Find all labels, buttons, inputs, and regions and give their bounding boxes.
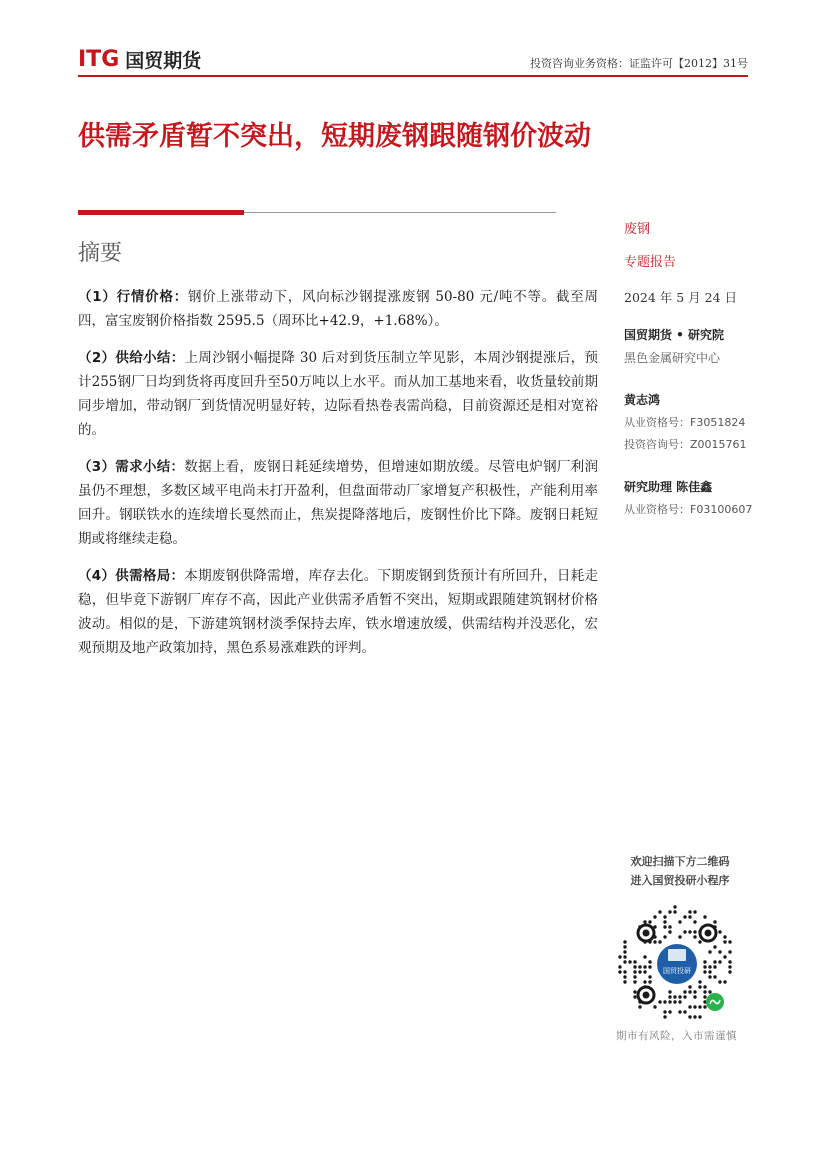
qr-dot xyxy=(668,925,671,928)
qr-dot xyxy=(728,965,731,968)
paragraph-label: （1）行情价格： xyxy=(78,289,188,305)
qr-dot xyxy=(688,910,691,913)
qr-dot xyxy=(668,930,671,933)
qr-dot xyxy=(663,920,666,923)
qr-dot xyxy=(623,980,626,983)
qr-dot xyxy=(653,1005,656,1008)
qr-dot xyxy=(663,1010,666,1013)
logo-company-name: 国贸期货 xyxy=(125,50,202,72)
qr-dot xyxy=(683,930,686,933)
qr-dot xyxy=(628,960,631,963)
qr-dot xyxy=(668,995,671,998)
qr-dot xyxy=(648,975,651,978)
paragraph-label: （3）需求小结： xyxy=(78,459,185,475)
report-sidebar xyxy=(624,222,774,517)
qr-dot xyxy=(663,1015,666,1018)
paragraph-price xyxy=(78,285,598,333)
qr-finder-core xyxy=(643,930,650,937)
qr-dot xyxy=(648,920,651,923)
research-department: 黑色金属研究中心 xyxy=(624,351,721,365)
qr-dot xyxy=(708,970,711,973)
qr-dot xyxy=(618,965,621,968)
chart-icon xyxy=(668,949,686,961)
qr-dot xyxy=(693,935,696,938)
header-divider xyxy=(78,75,748,77)
qr-dot xyxy=(703,1005,706,1008)
qr-dot xyxy=(638,965,641,968)
qr-dot xyxy=(663,935,666,938)
qr-dot xyxy=(713,965,716,968)
paragraph-text: 上周沙钢小幅提降 30 后对到货压制立竿见影，本周沙钢提涨后，预计255钢厂日均到货将再度回升至50万吨以上水平。而从加工基地来看，收货量较前期同步增加，带动钢厂到货情况明显好转，边际看热卷表需尚稳，目前资源还是相对宽裕的。 xyxy=(78,350,598,438)
qr-dot xyxy=(688,915,691,918)
paragraph-balance xyxy=(78,564,598,660)
qr-dot xyxy=(633,960,636,963)
qr-dot xyxy=(698,1005,701,1008)
qr-dot xyxy=(718,950,721,953)
abstract-heading: 摘要 xyxy=(78,241,123,266)
title-divider-line xyxy=(244,212,556,213)
analyst-qualification: 从业资格号：F3051824 xyxy=(624,416,746,429)
qr-dot xyxy=(653,940,656,943)
qr-dot xyxy=(698,1015,701,1018)
qr-dot xyxy=(653,915,656,918)
qr-dot xyxy=(623,970,626,973)
analyst-consult-number: 投资咨询号：Z0015761 xyxy=(624,438,747,451)
company-logo xyxy=(78,46,201,73)
qr-dot xyxy=(638,1005,641,1008)
qr-dot xyxy=(673,995,676,998)
report-category: 废钢 xyxy=(624,222,651,237)
qr-dot xyxy=(693,1005,696,1008)
qr-dot xyxy=(683,995,686,998)
title-divider-accent xyxy=(78,210,244,215)
qr-dot xyxy=(623,950,626,953)
qr-dot xyxy=(623,960,626,963)
qr-dot xyxy=(648,960,651,963)
qr-dot xyxy=(728,950,731,953)
qr-dot xyxy=(728,960,731,963)
analyst-name: 黄志鸿 xyxy=(624,393,661,407)
qr-dot xyxy=(623,940,626,943)
paragraph-supply xyxy=(78,346,598,442)
paragraph-text: 本期废钢供降需增，库存去化。下期废钢到货预计有所回升，日耗走稳，但毕竟下游钢厂库存不高，因此产业供需矛盾暂不突出，短期或跟随建筑钢材价格波动。相似的是，下游建筑钢材淡季保持去库，铁水增速放缓，供需结构并没恶化，宏观预期及地产政策加持，黑色系易涨难跌的评判。 xyxy=(78,568,598,656)
qr-dot xyxy=(618,955,621,958)
qr-dot xyxy=(688,985,691,988)
qr-dot xyxy=(693,910,696,913)
qr-dot xyxy=(718,980,721,983)
qr-dot xyxy=(713,960,716,963)
qr-dot xyxy=(673,910,676,913)
qr-dot xyxy=(623,975,626,978)
qr-dot xyxy=(633,975,636,978)
qr-caption-line2: 进入国贸投研小程序 xyxy=(630,874,730,887)
qr-finder-core xyxy=(705,930,712,937)
qr-dot xyxy=(678,1010,681,1013)
qr-dot xyxy=(693,920,696,923)
qr-dot xyxy=(623,955,626,958)
qr-caption xyxy=(612,852,748,890)
qr-dot xyxy=(703,960,706,963)
qr-dot xyxy=(678,935,681,938)
qr-dot xyxy=(698,940,701,943)
assistant-name: 研究助理 陈佳鑫 xyxy=(624,480,713,494)
report-title: 供需矛盾暂不突出，短期废钢跟随钢价波动 xyxy=(78,121,591,152)
qr-dot xyxy=(723,935,726,938)
qr-dot xyxy=(693,1015,696,1018)
paragraph-text: 数据上看，废钢日耗延续增势，但增速如期放缓。尽管电炉钢厂利润虽仍不理想，多数区域平电尚未打开盈利，但盘面带动厂家增复产积极性，产能利用率回升。钢联铁水的连续增长戛然而止，焦炭提降落地后，废钢性价比下降。废钢日耗短期或将继续走稳。 xyxy=(78,459,598,547)
qr-dot xyxy=(668,910,671,913)
qr-dot xyxy=(688,990,691,993)
qr-dot xyxy=(723,980,726,983)
qr-dot xyxy=(713,920,716,923)
qr-dot xyxy=(633,980,636,983)
qr-dot xyxy=(723,955,726,958)
qr-caption-line1: 欢迎扫描下方二维码 xyxy=(630,855,730,868)
qr-dot xyxy=(698,980,701,983)
qr-dot xyxy=(648,965,651,968)
qr-dot xyxy=(693,990,696,993)
qr-dot xyxy=(683,915,686,918)
paragraph-text: 钢价上涨带动下，风向标沙钢提涨废钢 50-80 元/吨不等。截至周四，富宝废钢价格指数 2595.5（周环比+42.9，+1.68%）。 xyxy=(78,289,598,329)
paragraph-demand xyxy=(78,455,598,551)
qr-dot xyxy=(668,990,671,993)
qr-dot xyxy=(678,995,681,998)
qr-dot xyxy=(633,995,636,998)
qr-dot xyxy=(633,965,636,968)
qr-dot xyxy=(673,1000,676,1003)
qr-dot xyxy=(693,930,696,933)
license-number: 投资咨询业务资格：证监许可【2012】31号 xyxy=(530,57,748,70)
qr-dot xyxy=(658,910,661,913)
mini-program-qr-code[interactable] xyxy=(616,903,738,1025)
abstract-body xyxy=(78,285,598,673)
qr-dot xyxy=(703,970,706,973)
risk-warning: 期市有风险，入市需谨慎 xyxy=(616,1030,737,1042)
qr-dot xyxy=(703,915,706,918)
qr-dot xyxy=(683,990,686,993)
qr-center-label: 国贸投研 xyxy=(663,967,691,975)
qr-dot xyxy=(703,990,706,993)
qr-dot xyxy=(643,980,646,983)
qr-code-graphic xyxy=(616,903,738,1025)
research-institute: 国贸期货 • 研究院 xyxy=(624,328,725,342)
qr-dot xyxy=(668,1010,671,1013)
qr-dot xyxy=(703,965,706,968)
qr-dot xyxy=(698,985,701,988)
qr-dot xyxy=(708,990,711,993)
qr-dot xyxy=(663,1000,666,1003)
qr-dot xyxy=(703,985,706,988)
paragraph-label: （2）供给小结： xyxy=(78,350,185,366)
qr-dot xyxy=(718,930,721,933)
qr-dot xyxy=(643,965,646,968)
qr-dot xyxy=(658,1000,661,1003)
qr-dot xyxy=(673,905,676,908)
qr-dot xyxy=(648,980,651,983)
report-type: 专题报告 xyxy=(624,255,677,270)
qr-dot xyxy=(718,960,721,963)
qr-dot xyxy=(663,925,666,928)
qr-dot xyxy=(713,975,716,978)
qr-finder-core xyxy=(643,992,650,999)
qr-dot xyxy=(633,990,636,993)
qr-dot xyxy=(678,1000,681,1003)
logo-itg-text: ITG xyxy=(78,47,120,72)
qr-dot xyxy=(678,920,681,923)
qr-dot xyxy=(683,1010,686,1013)
qr-dot xyxy=(688,1015,691,1018)
qr-dot xyxy=(703,995,706,998)
qr-dot xyxy=(663,915,666,918)
qr-dot xyxy=(643,970,646,973)
qr-dot xyxy=(723,940,726,943)
qr-dot xyxy=(623,945,626,948)
qr-dot xyxy=(658,940,661,943)
assistant-qualification: 从业资格号：F03100607 xyxy=(624,503,753,516)
qr-dot xyxy=(688,930,691,933)
qr-dot xyxy=(688,1005,691,1008)
qr-dot xyxy=(708,965,711,968)
paragraph-label: （4）供需格局： xyxy=(78,568,185,584)
qr-dot xyxy=(708,950,711,953)
qr-dot xyxy=(668,1000,671,1003)
qr-dot xyxy=(728,970,731,973)
qr-dot xyxy=(728,940,731,943)
qr-dot xyxy=(693,995,696,998)
qr-dot xyxy=(633,970,636,973)
report-date: 2024 年 5 月 24 日 xyxy=(624,290,738,305)
qr-dot xyxy=(643,955,646,958)
qr-dot xyxy=(643,920,646,923)
qr-dot xyxy=(618,970,621,973)
qr-dot xyxy=(713,945,716,948)
qr-dot xyxy=(638,970,641,973)
qr-dot xyxy=(708,975,711,978)
